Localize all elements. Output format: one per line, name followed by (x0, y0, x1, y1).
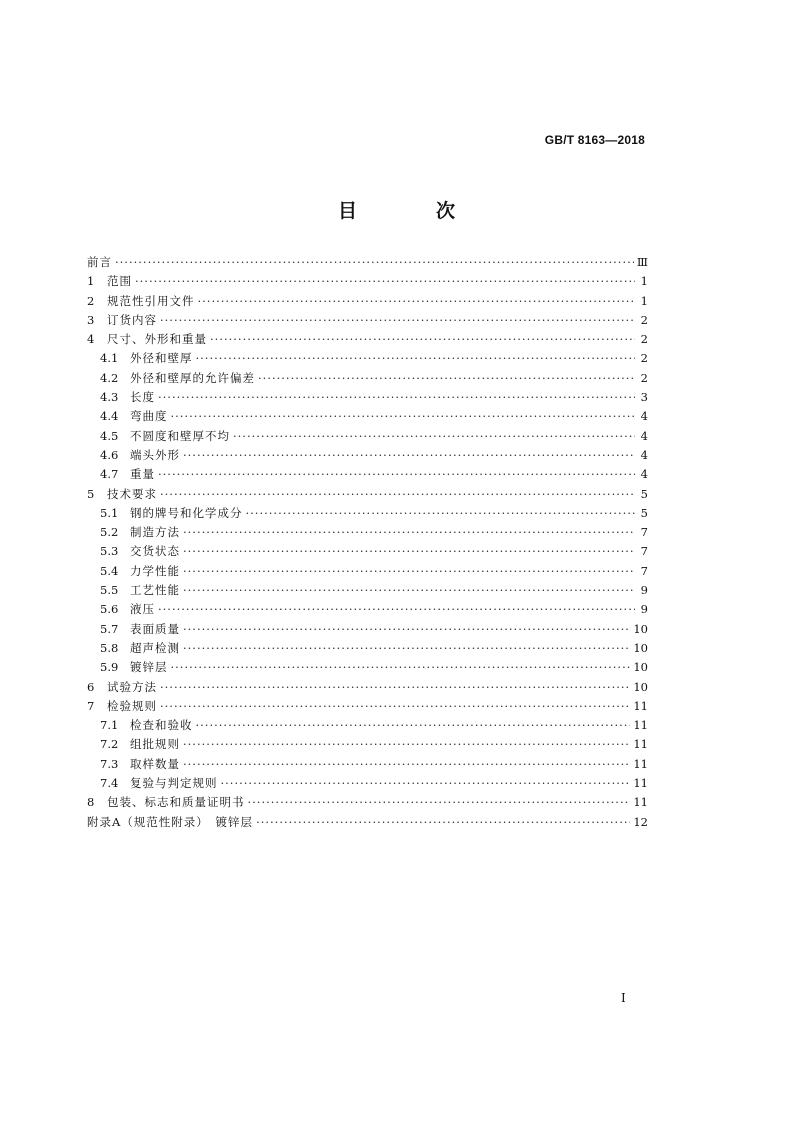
toc-leader-dots (171, 407, 636, 426)
toc-entry-label: 钢的牌号和化学成分 (130, 505, 243, 520)
toc-entry[interactable] (87, 678, 648, 697)
toc-entry-page: 3 (640, 390, 648, 405)
toc-entry-number: 4.6 (100, 447, 119, 462)
toc-entry[interactable] (87, 349, 648, 368)
toc-leader-dots (183, 735, 630, 754)
toc-entry[interactable] (87, 813, 648, 832)
toc-entry-page: 4 (640, 467, 648, 482)
toc-entry[interactable] (87, 542, 648, 561)
toc-leader-dots (246, 504, 636, 523)
page-folio: I (621, 991, 626, 1005)
toc-entry-page: 10 (633, 660, 648, 675)
toc-entry-page: Ⅲ (636, 255, 648, 269)
toc-entry[interactable] (87, 253, 648, 272)
toc-entry-label: 重量 (130, 467, 155, 482)
toc-entry[interactable] (87, 774, 648, 793)
toc-entry[interactable] (87, 465, 648, 484)
toc-entry-label: 端头外形 (130, 447, 180, 462)
toc-entry-label: 附录A（规范性附录） 镀锌层 (87, 814, 254, 829)
toc-entry[interactable] (87, 581, 648, 600)
toc-leader-dots (158, 388, 635, 407)
toc-leader-dots (115, 253, 634, 272)
toc-entry-number: 7.3 (100, 756, 119, 771)
toc-entry-number: 4.1 (100, 351, 119, 366)
toc-leader-dots (198, 292, 636, 311)
toc-leader-dots (256, 813, 630, 832)
toc-entry[interactable] (87, 446, 648, 465)
toc-leader-dots (135, 272, 635, 291)
toc-entry-page: 2 (640, 370, 648, 385)
toc-entry-page: 9 (640, 583, 648, 598)
toc-leader-dots (183, 639, 630, 658)
toc-entry[interactable] (87, 600, 648, 619)
toc-entry-page: 4 (640, 447, 648, 462)
toc-entry-number: 6 (87, 679, 95, 694)
toc-entry-page: 11 (633, 737, 648, 752)
toc-entry-label: 外径和壁厚 (130, 351, 193, 366)
toc-leader-dots (183, 755, 630, 774)
toc-entry-page: 10 (633, 621, 648, 636)
toc-entry-page: 10 (633, 679, 648, 694)
toc-entry-number: 1 (87, 274, 95, 289)
toc-entry-number: 4.4 (100, 409, 119, 424)
toc-entry-label: 订货内容 (107, 312, 157, 327)
toc-entry[interactable] (87, 716, 648, 735)
toc-entry-number: 7.1 (100, 718, 119, 733)
toc-entry[interactable] (87, 407, 648, 426)
toc-leader-dots (183, 581, 635, 600)
toc-entry-label: 检验规则 (107, 698, 157, 713)
toc-entry-number: 7.4 (100, 776, 119, 791)
toc-leader-dots (248, 793, 631, 812)
toc-entry-label: 外径和壁厚的允许偏差 (130, 370, 255, 385)
toc-entry-number: 5.3 (100, 544, 119, 559)
toc-entry-label: 范围 (107, 274, 132, 289)
toc-entry-number: 5.5 (100, 583, 119, 598)
toc-leader-dots (160, 678, 630, 697)
toc-entry[interactable] (87, 562, 648, 581)
toc-leader-dots (160, 697, 630, 716)
toc-entry-page: 11 (633, 756, 648, 771)
toc-entry-page: 12 (633, 814, 648, 829)
toc-entry-label: 镀锌层 (130, 660, 168, 675)
toc-entry[interactable] (87, 620, 648, 639)
toc-entry-label: 前言 (87, 255, 112, 269)
toc-entry-label: 尺寸、外形和重量 (107, 332, 207, 347)
toc-leader-dots (210, 330, 635, 349)
toc-entry[interactable] (87, 292, 648, 311)
toc-entry-page: 4 (640, 428, 648, 443)
toc-entry-number: 5 (87, 486, 95, 501)
toc-entry[interactable] (87, 504, 648, 523)
toc-entry[interactable] (87, 755, 648, 774)
toc-entry[interactable] (87, 272, 648, 291)
toc-entry-label: 取样数量 (130, 756, 180, 771)
toc-entry-page: 11 (633, 795, 648, 810)
toc-entry-label: 组批规则 (130, 737, 180, 752)
toc-entry-label: 包装、标志和质量证明书 (107, 795, 245, 810)
toc-entry-number: 5.6 (100, 602, 119, 617)
toc-leader-dots (196, 716, 631, 735)
toc-entry-number: 4 (87, 332, 95, 347)
toc-entry-number: 4.7 (100, 467, 119, 482)
toc-entry-page: 11 (633, 776, 648, 791)
toc-entry-number: 7.2 (100, 737, 119, 752)
toc-entry[interactable] (87, 388, 648, 407)
toc-entry-label: 复验与判定规则 (130, 776, 218, 791)
toc-entry-number: 7 (87, 698, 95, 713)
toc-entry-page: 1 (640, 293, 648, 308)
toc-entry-label: 不圆度和壁厚不均 (130, 428, 230, 443)
toc-entry-page: 9 (640, 602, 648, 617)
toc-entry-label: 表面质量 (130, 621, 180, 636)
toc-leader-dots (160, 311, 635, 330)
toc-entry[interactable] (87, 658, 648, 677)
toc-entry-number: 8 (87, 795, 95, 810)
toc-entry-page: 2 (640, 351, 648, 366)
toc-entry-number: 5.4 (100, 563, 119, 578)
toc-entry[interactable] (87, 427, 648, 446)
toc-leader-dots (233, 427, 635, 446)
toc-leader-dots (183, 620, 630, 639)
toc-entry-page: 10 (633, 640, 648, 655)
toc-entry[interactable] (87, 793, 648, 812)
toc-entry-page: 2 (640, 312, 648, 327)
toc-entry-label: 液压 (130, 602, 155, 617)
toc-leader-dots (258, 369, 635, 388)
toc-leader-dots (160, 485, 635, 504)
toc-entry[interactable] (87, 735, 648, 754)
toc-leader-dots (183, 446, 635, 465)
toc-entry-label: 超声检测 (130, 640, 180, 655)
toc-leader-dots (158, 465, 635, 484)
toc-entry[interactable] (87, 330, 648, 349)
toc-entry-number: 4.2 (100, 370, 119, 385)
toc-leader-dots (171, 658, 631, 677)
toc-entry-number: 2 (87, 293, 95, 308)
toc-entry-label: 长度 (130, 390, 155, 405)
toc-entry-number: 4.3 (100, 390, 119, 405)
toc-leader-dots (158, 600, 635, 619)
toc-entry-page: 7 (640, 563, 648, 578)
toc-entry[interactable] (87, 311, 648, 330)
toc-entry-label: 力学性能 (130, 563, 180, 578)
toc-entry-page: 5 (640, 505, 648, 520)
table-of-contents (87, 253, 648, 832)
toc-entry-label: 检查和验收 (130, 718, 193, 733)
toc-entry-number: 3 (87, 312, 95, 327)
toc-entry-label: 交货状态 (130, 544, 180, 559)
toc-entry-page: 5 (640, 486, 648, 501)
toc-leader-dots (183, 542, 635, 561)
toc-entry-label: 工艺性能 (130, 583, 180, 598)
toc-entry-number: 5.7 (100, 621, 119, 636)
toc-entry[interactable] (87, 485, 648, 504)
toc-entry-label: 规范性引用文件 (107, 293, 195, 308)
toc-entry[interactable] (87, 523, 648, 542)
standard-number: GB/T 8163—2018 (544, 133, 645, 147)
toc-leader-dots (196, 349, 636, 368)
toc-entry-page: 1 (640, 274, 648, 289)
toc-leader-dots (183, 523, 635, 542)
toc-entry-label: 制造方法 (130, 525, 180, 540)
page-title: 目 次 (337, 200, 485, 222)
toc-leader-dots (183, 562, 635, 581)
toc-entry-page: 7 (640, 525, 648, 540)
toc-entry-page: 11 (633, 698, 648, 713)
toc-entry-page: 11 (633, 718, 648, 733)
toc-entry-label: 弯曲度 (130, 409, 168, 424)
toc-entry-number: 4.5 (100, 428, 119, 443)
toc-entry[interactable] (87, 639, 648, 658)
toc-entry-label: 试验方法 (107, 679, 157, 694)
toc-entry-number: 5.8 (100, 640, 119, 655)
toc-entry-number: 5.1 (100, 505, 119, 520)
toc-entry-number: 5.2 (100, 525, 119, 540)
toc-entry[interactable] (87, 369, 648, 388)
toc-entry[interactable] (87, 697, 648, 716)
toc-entry-label: 技术要求 (107, 486, 157, 501)
toc-entry-number: 5.9 (100, 660, 119, 675)
toc-entry-page: 2 (640, 332, 648, 347)
toc-entry-page: 4 (640, 409, 648, 424)
toc-leader-dots (221, 774, 631, 793)
toc-entry-page: 7 (640, 544, 648, 559)
